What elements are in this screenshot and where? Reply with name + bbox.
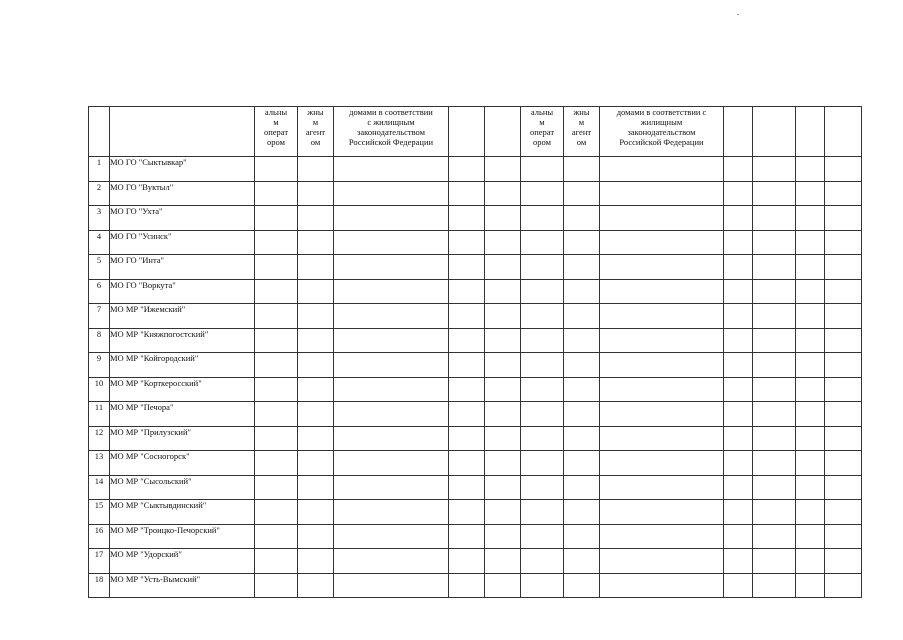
empty-cell: [255, 573, 298, 598]
empty-cell: [753, 426, 796, 451]
empty-cell: [298, 279, 334, 304]
header-cell-empty: [796, 107, 825, 157]
empty-cell: [796, 328, 825, 353]
empty-cell: [334, 206, 449, 231]
table-row: [89, 426, 862, 451]
empty-cell: [521, 353, 564, 378]
header-cell-houses-2: домами в соответствии с жилищным законодательством Российской Федерации: [600, 107, 724, 157]
empty-cell: [600, 475, 724, 500]
empty-cell: [825, 402, 862, 427]
header-cell-agent: жны м агент ом: [298, 107, 334, 157]
empty-cell: [485, 181, 521, 206]
empty-cell: [255, 304, 298, 329]
empty-cell: [753, 377, 796, 402]
row-number: 1: [89, 157, 110, 182]
empty-cell: [521, 573, 564, 598]
empty-cell: [564, 279, 600, 304]
empty-cell: [753, 402, 796, 427]
empty-cell: [334, 328, 449, 353]
municipality-table: [88, 106, 862, 598]
table-header-row: [89, 107, 862, 157]
table-row: [89, 206, 862, 231]
empty-cell: [255, 157, 298, 182]
empty-cell: [600, 328, 724, 353]
municipality-name: МО ГО "Сыктывкар": [110, 157, 255, 182]
empty-cell: [564, 230, 600, 255]
empty-cell: [796, 475, 825, 500]
empty-cell: [449, 279, 485, 304]
row-number: 7: [89, 304, 110, 329]
empty-cell: [600, 157, 724, 182]
empty-cell: [449, 475, 485, 500]
municipality-name: МО ГО "Воркута": [110, 279, 255, 304]
table-row: [89, 451, 862, 476]
empty-cell: [724, 426, 753, 451]
empty-cell: [298, 304, 334, 329]
row-number: 13: [89, 451, 110, 476]
empty-cell: [564, 426, 600, 451]
empty-cell: [600, 181, 724, 206]
empty-cell: [796, 206, 825, 231]
empty-cell: [485, 255, 521, 280]
table-row: [89, 377, 862, 402]
empty-cell: [485, 549, 521, 574]
row-number: 12: [89, 426, 110, 451]
empty-cell: [600, 279, 724, 304]
municipality-name: МО МР "Койгородский": [110, 353, 255, 378]
municipality-name: МО МР "Сысольский": [110, 475, 255, 500]
empty-cell: [485, 328, 521, 353]
row-number: 14: [89, 475, 110, 500]
empty-cell: [724, 181, 753, 206]
empty-cell: [724, 402, 753, 427]
header-cell-empty: [825, 107, 862, 157]
empty-cell: [796, 255, 825, 280]
empty-cell: [564, 304, 600, 329]
empty-cell: [796, 524, 825, 549]
empty-cell: [298, 157, 334, 182]
empty-cell: [485, 206, 521, 231]
empty-cell: [298, 475, 334, 500]
empty-cell: [825, 353, 862, 378]
empty-cell: [724, 500, 753, 525]
row-number: 10: [89, 377, 110, 402]
empty-cell: [600, 230, 724, 255]
empty-cell: [724, 279, 753, 304]
empty-cell: [298, 181, 334, 206]
empty-cell: [521, 230, 564, 255]
empty-cell: [334, 279, 449, 304]
empty-cell: [449, 549, 485, 574]
empty-cell: [600, 549, 724, 574]
empty-cell: [521, 304, 564, 329]
empty-cell: [600, 451, 724, 476]
empty-cell: [564, 181, 600, 206]
empty-cell: [564, 549, 600, 574]
empty-cell: [521, 524, 564, 549]
empty-cell: [298, 328, 334, 353]
empty-cell: [255, 279, 298, 304]
empty-cell: [753, 573, 796, 598]
empty-cell: [521, 549, 564, 574]
empty-cell: [485, 157, 521, 182]
empty-cell: [753, 230, 796, 255]
empty-cell: [825, 230, 862, 255]
empty-cell: [334, 426, 449, 451]
empty-cell: [298, 426, 334, 451]
header-cell-empty: [449, 107, 485, 157]
empty-cell: [825, 206, 862, 231]
empty-cell: [724, 573, 753, 598]
table-row: [89, 328, 862, 353]
empty-cell: [796, 549, 825, 574]
empty-cell: [724, 451, 753, 476]
municipality-name: МО МР "Печора": [110, 402, 255, 427]
empty-cell: [298, 230, 334, 255]
empty-cell: [298, 402, 334, 427]
empty-cell: [564, 353, 600, 378]
empty-cell: [449, 451, 485, 476]
empty-cell: [724, 475, 753, 500]
empty-cell: [825, 475, 862, 500]
empty-cell: [564, 451, 600, 476]
empty-cell: [449, 157, 485, 182]
row-number: 5: [89, 255, 110, 280]
table-row: [89, 279, 862, 304]
table-row: [89, 304, 862, 329]
empty-cell: [825, 426, 862, 451]
row-number: 4: [89, 230, 110, 255]
empty-cell: [485, 402, 521, 427]
empty-cell: [334, 255, 449, 280]
empty-cell: [600, 255, 724, 280]
empty-cell: [753, 157, 796, 182]
municipality-name: МО ГО "Ухта": [110, 206, 255, 231]
empty-cell: [753, 279, 796, 304]
empty-cell: [449, 230, 485, 255]
row-number: 8: [89, 328, 110, 353]
row-number: 17: [89, 549, 110, 574]
empty-cell: [521, 157, 564, 182]
row-number: 16: [89, 524, 110, 549]
table-row: [89, 230, 862, 255]
header-cell-empty: [753, 107, 796, 157]
table-row: [89, 549, 862, 574]
empty-cell: [521, 255, 564, 280]
empty-cell: [334, 500, 449, 525]
empty-cell: [564, 377, 600, 402]
empty-cell: [825, 524, 862, 549]
empty-cell: [449, 377, 485, 402]
empty-cell: [724, 353, 753, 378]
empty-cell: [521, 451, 564, 476]
empty-cell: [825, 451, 862, 476]
municipality-name: МО МР "Удорский": [110, 549, 255, 574]
empty-cell: [825, 157, 862, 182]
row-number: 18: [89, 573, 110, 598]
empty-cell: [564, 573, 600, 598]
row-number: 11: [89, 402, 110, 427]
empty-cell: [600, 402, 724, 427]
municipality-name: МО ГО "Инта": [110, 255, 255, 280]
empty-cell: [334, 573, 449, 598]
empty-cell: [521, 377, 564, 402]
empty-cell: [796, 304, 825, 329]
empty-cell: [825, 255, 862, 280]
empty-cell: [600, 206, 724, 231]
empty-cell: [298, 353, 334, 378]
empty-cell: [449, 573, 485, 598]
empty-cell: [825, 549, 862, 574]
empty-cell: [485, 304, 521, 329]
table-row: [89, 500, 862, 525]
empty-cell: [825, 328, 862, 353]
empty-cell: [796, 279, 825, 304]
empty-cell: [753, 328, 796, 353]
empty-cell: [564, 524, 600, 549]
empty-cell: [724, 549, 753, 574]
empty-cell: [298, 549, 334, 574]
empty-cell: [521, 279, 564, 304]
empty-cell: [449, 524, 485, 549]
empty-cell: [485, 426, 521, 451]
empty-cell: [449, 304, 485, 329]
empty-cell: [449, 206, 485, 231]
empty-cell: [255, 500, 298, 525]
empty-cell: [564, 500, 600, 525]
empty-cell: [334, 451, 449, 476]
municipality-name: МО МР "Прилузский": [110, 426, 255, 451]
municipality-name: МО МР "Княжпогостский": [110, 328, 255, 353]
municipality-name: МО МР "Ижемский": [110, 304, 255, 329]
table-row: [89, 524, 862, 549]
empty-cell: [334, 181, 449, 206]
municipality-name: МО МР "Усть-Вымский": [110, 573, 255, 598]
empty-cell: [825, 279, 862, 304]
table-row: [89, 573, 862, 598]
empty-cell: [753, 304, 796, 329]
row-number: 2: [89, 181, 110, 206]
empty-cell: [753, 353, 796, 378]
empty-cell: [485, 230, 521, 255]
row-number: 3: [89, 206, 110, 231]
empty-cell: [600, 573, 724, 598]
empty-cell: [564, 157, 600, 182]
empty-cell: [724, 377, 753, 402]
empty-cell: [255, 451, 298, 476]
empty-cell: [796, 573, 825, 598]
empty-cell: [564, 328, 600, 353]
empty-cell: [724, 206, 753, 231]
empty-cell: [825, 304, 862, 329]
empty-cell: [449, 500, 485, 525]
municipality-name: МО МР "Сосногорск": [110, 451, 255, 476]
empty-cell: [521, 500, 564, 525]
empty-cell: [298, 451, 334, 476]
empty-cell: [449, 328, 485, 353]
empty-cell: [255, 353, 298, 378]
table-row: [89, 255, 862, 280]
empty-cell: [600, 524, 724, 549]
municipality-name: МО МР "Сыктывдинский": [110, 500, 255, 525]
empty-cell: [298, 573, 334, 598]
table-row: [89, 475, 862, 500]
empty-cell: [724, 157, 753, 182]
empty-cell: [521, 426, 564, 451]
empty-cell: [521, 475, 564, 500]
empty-cell: [724, 304, 753, 329]
empty-cell: [796, 426, 825, 451]
empty-cell: [521, 206, 564, 231]
empty-cell: [334, 402, 449, 427]
table-row: [89, 353, 862, 378]
municipality-name: МО МР "Троицко-Печорский": [110, 524, 255, 549]
table-row: [89, 181, 862, 206]
empty-cell: [449, 255, 485, 280]
empty-cell: [485, 377, 521, 402]
empty-cell: [298, 500, 334, 525]
empty-cell: [564, 475, 600, 500]
empty-cell: [796, 451, 825, 476]
empty-cell: [796, 402, 825, 427]
empty-cell: [825, 181, 862, 206]
table-row: [89, 157, 862, 182]
header-cell-empty: [485, 107, 521, 157]
header-cell-operator: альны м операт ором: [255, 107, 298, 157]
empty-cell: [334, 353, 449, 378]
empty-cell: [485, 573, 521, 598]
empty-cell: [564, 206, 600, 231]
empty-cell: [255, 181, 298, 206]
empty-cell: [334, 549, 449, 574]
empty-cell: [334, 475, 449, 500]
empty-cell: [796, 377, 825, 402]
empty-cell: [724, 328, 753, 353]
empty-cell: [600, 353, 724, 378]
empty-cell: [449, 402, 485, 427]
empty-cell: [600, 304, 724, 329]
row-number: 15: [89, 500, 110, 525]
empty-cell: [753, 475, 796, 500]
empty-cell: [753, 451, 796, 476]
municipality-name: МО ГО "Вуктыл": [110, 181, 255, 206]
empty-cell: [753, 500, 796, 525]
empty-cell: [796, 230, 825, 255]
empty-cell: [255, 475, 298, 500]
empty-cell: [298, 206, 334, 231]
header-cell-agent-2: жны м агент ом: [564, 107, 600, 157]
empty-cell: [521, 328, 564, 353]
empty-cell: [796, 353, 825, 378]
header-cell-num: [89, 107, 110, 157]
empty-cell: [724, 524, 753, 549]
empty-cell: [485, 279, 521, 304]
empty-cell: [298, 377, 334, 402]
empty-cell: [255, 524, 298, 549]
empty-cell: [796, 181, 825, 206]
header-cell-houses: домами в соответствии с жилищным законодательством Российской Федерации: [334, 107, 449, 157]
empty-cell: [255, 377, 298, 402]
empty-cell: [255, 549, 298, 574]
empty-cell: [753, 255, 796, 280]
row-number: 9: [89, 353, 110, 378]
municipality-name: МО МР "Корткеросский": [110, 377, 255, 402]
empty-cell: [255, 328, 298, 353]
empty-cell: [825, 573, 862, 598]
empty-cell: [753, 206, 796, 231]
header-cell-operator-2: альны м операт ором: [521, 107, 564, 157]
empty-cell: [753, 524, 796, 549]
empty-cell: [796, 157, 825, 182]
empty-cell: [334, 377, 449, 402]
empty-cell: [564, 255, 600, 280]
empty-cell: [255, 206, 298, 231]
empty-cell: [485, 524, 521, 549]
empty-cell: [298, 524, 334, 549]
empty-cell: [255, 402, 298, 427]
empty-cell: [600, 377, 724, 402]
municipality-name: МО ГО "Усинск": [110, 230, 255, 255]
empty-cell: [255, 426, 298, 451]
empty-cell: [600, 426, 724, 451]
scan-speck: [737, 14, 739, 15]
empty-cell: [825, 500, 862, 525]
empty-cell: [796, 500, 825, 525]
empty-cell: [334, 230, 449, 255]
empty-cell: [449, 353, 485, 378]
empty-cell: [449, 426, 485, 451]
empty-cell: [564, 402, 600, 427]
empty-cell: [298, 255, 334, 280]
empty-cell: [334, 157, 449, 182]
empty-cell: [255, 230, 298, 255]
empty-cell: [485, 500, 521, 525]
empty-cell: [521, 402, 564, 427]
table-row: [89, 402, 862, 427]
header-cell-name: [110, 107, 255, 157]
empty-cell: [753, 181, 796, 206]
empty-cell: [255, 255, 298, 280]
empty-cell: [521, 181, 564, 206]
empty-cell: [825, 377, 862, 402]
empty-cell: [485, 451, 521, 476]
empty-cell: [724, 255, 753, 280]
empty-cell: [485, 475, 521, 500]
empty-cell: [485, 353, 521, 378]
empty-cell: [600, 500, 724, 525]
header-cell-empty: [724, 107, 753, 157]
empty-cell: [449, 181, 485, 206]
empty-cell: [334, 304, 449, 329]
empty-cell: [334, 524, 449, 549]
empty-cell: [724, 230, 753, 255]
row-number: 6: [89, 279, 110, 304]
empty-cell: [753, 549, 796, 574]
